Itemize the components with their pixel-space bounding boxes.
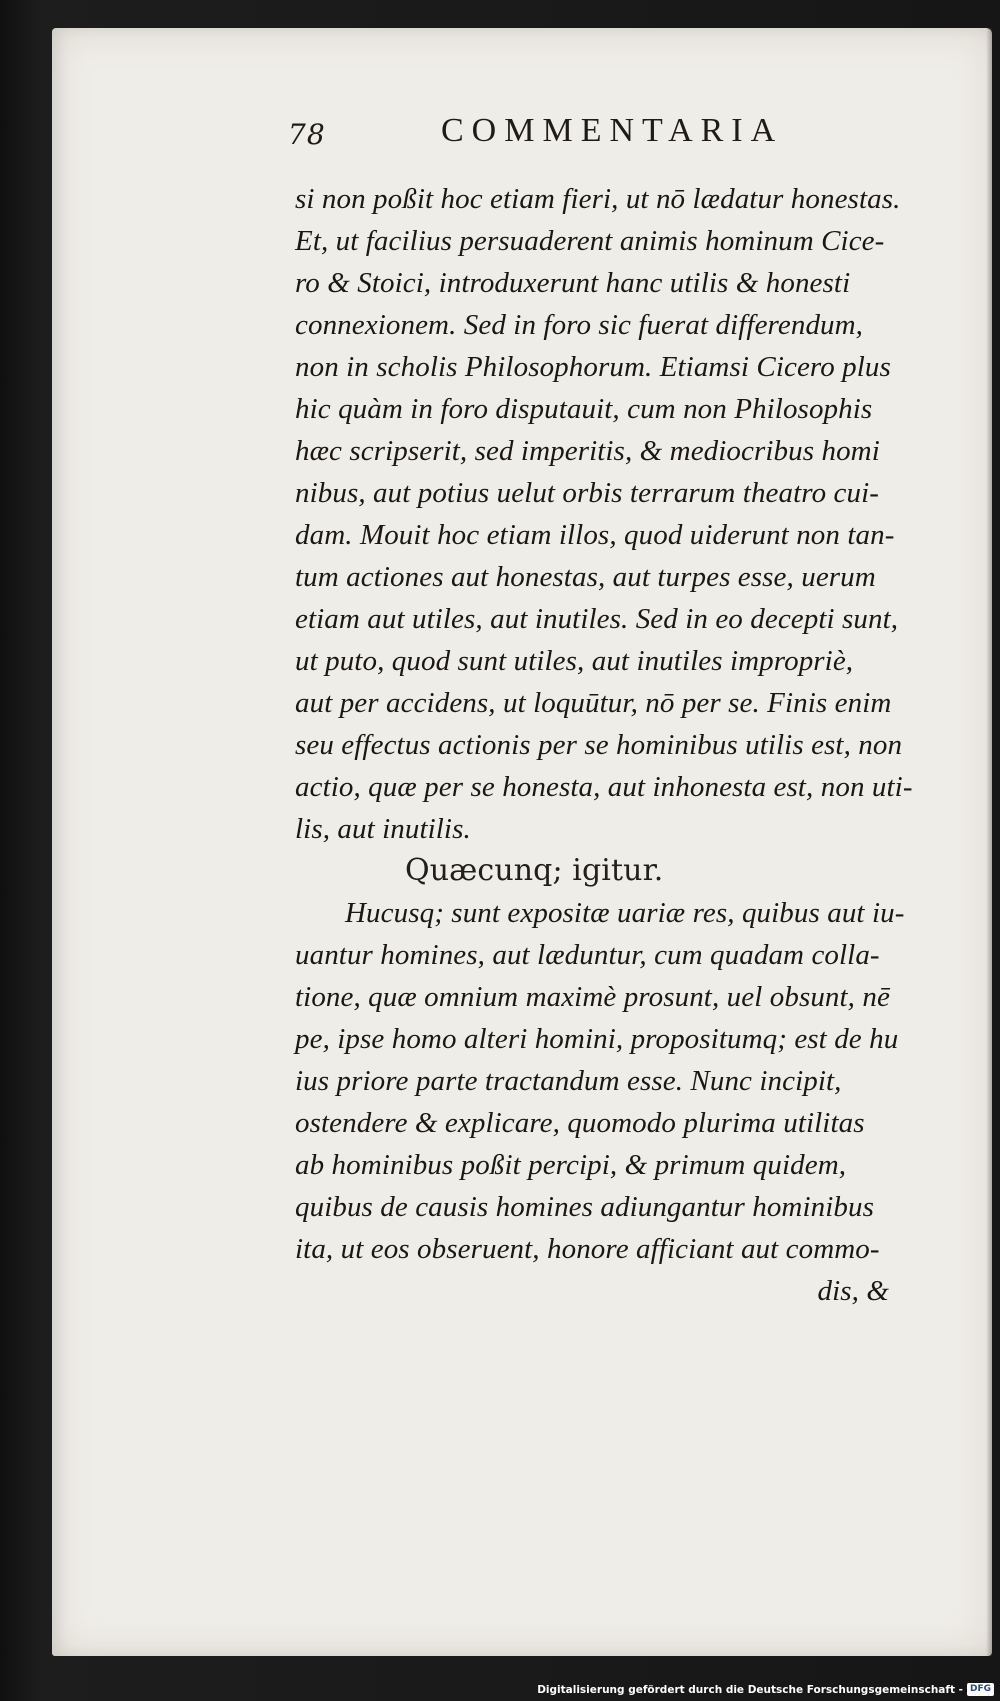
text-line: Et, ut facilius persuaderent animis hominum Cice- xyxy=(295,225,885,257)
text-line: nibus, aut potius uelut orbis terrarum theatro cui- xyxy=(295,477,880,509)
text-line: tione, quæ omnium maximè prosunt, uel obsunt, nē xyxy=(295,981,890,1013)
page-number: 78 xyxy=(288,118,326,151)
text-line: seu effectus actionis per se hominibus utilis est, non xyxy=(295,729,903,761)
body-text xyxy=(295,178,955,1312)
text-line: actio, quæ per se honesta, aut inhonesta est, non uti- xyxy=(295,771,913,803)
text-line: ius priore parte tractandum esse. Nunc incipit, xyxy=(295,1065,842,1097)
text-line: si non poßit hoc etiam fieri, ut nō lædatur honestas. xyxy=(295,183,901,215)
text-line: uantur homines, aut læduntur, cum quadam colla- xyxy=(295,939,880,971)
text-line: hæc scripserit, sed imperitis, & mediocribus homi xyxy=(295,435,880,467)
text-line: aut per accidens, ut loquūtur, nō per se. Finis enim xyxy=(295,687,892,719)
text-line: tum actiones aut honestas, aut turpes esse, uerum xyxy=(295,561,876,593)
text-line: lis, aut inutilis. xyxy=(295,813,471,845)
text-line: ro & Stoici, introduxerunt hanc utilis & honesti xyxy=(295,267,851,299)
text-line: non in scholis Philosophorum. Etiamsi Cicero plus xyxy=(295,351,891,383)
catchword: dis, & xyxy=(817,1275,889,1307)
text-line: etiam aut utiles, aut inutiles. Sed in eo decepti sunt, xyxy=(295,603,899,635)
text-line: quibus de causis homines adiungantur hominibus xyxy=(295,1191,874,1223)
dfg-logo: DFG xyxy=(967,1683,994,1696)
section-heading: Quæcunq; igitur. xyxy=(405,853,664,888)
text-line: dam. Mouit hoc etiam illos, quod uiderunt non tan- xyxy=(295,519,895,551)
text-line: ut puto, quod sunt utiles, aut inutiles impropriè, xyxy=(295,645,854,677)
digitization-credit xyxy=(537,1683,994,1696)
text-line: ab hominibus poßit percipi, & primum quidem, xyxy=(295,1149,847,1181)
text-line: connexionem. Sed in foro sic fuerat differendum, xyxy=(295,309,864,341)
running-head xyxy=(288,112,868,152)
text-line: ita, ut eos obseruent, honore afficiant aut commo- xyxy=(295,1233,880,1265)
running-title: COMMENTARIA xyxy=(441,112,784,149)
text-line: ostendere & explicare, quomodo plurima utilitas xyxy=(295,1107,865,1139)
credit-text: Digitalisierung gefördert durch die Deutsche Forschungsgemeinschaft - xyxy=(537,1683,963,1696)
page-edge-shadow xyxy=(986,28,992,1656)
text-line: pe, ipse homo alteri homini, propositumq; est de hu xyxy=(295,1023,899,1055)
text-line: Hucusq; sunt expositæ uariæ res, quibus aut iu- xyxy=(345,897,905,929)
text-line: hic quàm in foro disputauit, cum non Philosophis xyxy=(295,393,873,425)
